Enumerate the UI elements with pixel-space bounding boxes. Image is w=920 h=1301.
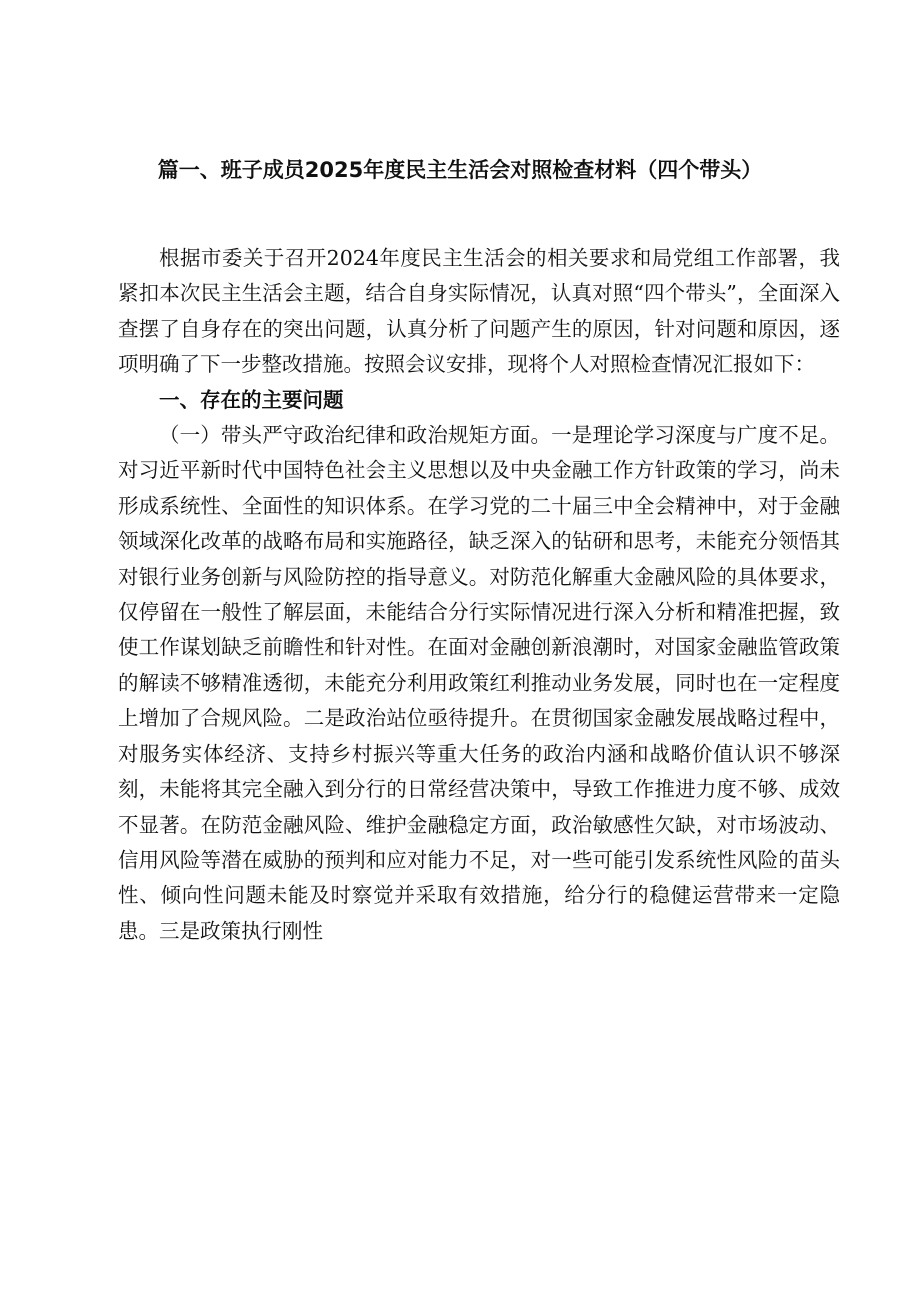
point-three-text: 三是政策执行刚性 [159, 918, 323, 943]
subsection-lead: （一）带头严守政治纪律和政治规矩方面。 [159, 423, 552, 448]
section-heading: 一、存在的主要问题 [159, 387, 344, 412]
document-body [118, 241, 840, 949]
point-two-text: 二是政治站位亟待提升。在贯彻国家金融发展战略过程中，对服务实体经济、支持乡村振兴等重大任务的政治内涵和战略价值认识不够深刻，未能将其完全融入到分行的日常经营决策中，导致工作推进力度不够、成效不显著。在防范金融风险、维护金融稳定方面，政治敏感性欠缺，对市场波动、信用风险等潜在威胁的预判和应对能力不足，对一些可能引发系统性风险的苗头性、倾向性问题未能及时察觉并采取有效措施，给分行的稳健运营带来一定隐患。 [118, 706, 841, 943]
intro-paragraph: 根据市委关于召开2024年度民主生活会的相关要求和局党组工作部署，我紧扣本次民主生活会主题，结合自身实际情况，认真对照“四个带头”，全面深入查摆了自身存在的突出问题，认真分析了问题产生的原因，针对问题和原因，逐项明确了下一步整改措施。按照会议安排，现将个人对照检查情况汇报如下： [118, 246, 840, 377]
subsection-paragraph [118, 418, 840, 949]
document-title: 篇一、班子成员2025年度民主生活会对照检查材料（四个带头） [157, 158, 763, 182]
point-one-text: 一是理论学习深度与广度不足。对习近平新时代中国特色社会主义思想以及中央金融工作方针政策的学习，尚未形成系统性、全面性的知识体系。在学习党的二十届三中全会精神中，对于金融领域深化改革的战略布局和实施路径，缺乏深入的钻研和思考，未能充分领悟其对银行业务创新与风险防控的指导意义。对防范化解重大金融风险的具体要求，仅停留在一般性了解层面，未能结合分行实际情况进行深入分析和精准把握，致使工作谋划缺乏前瞻性和针对性。在面对金融创新浪潮时，对国家金融监管政策的解读不够精准透彻，未能充分利用政策红利推动业务发展，同时也在一定程度上增加了合规风险。 [118, 423, 840, 731]
